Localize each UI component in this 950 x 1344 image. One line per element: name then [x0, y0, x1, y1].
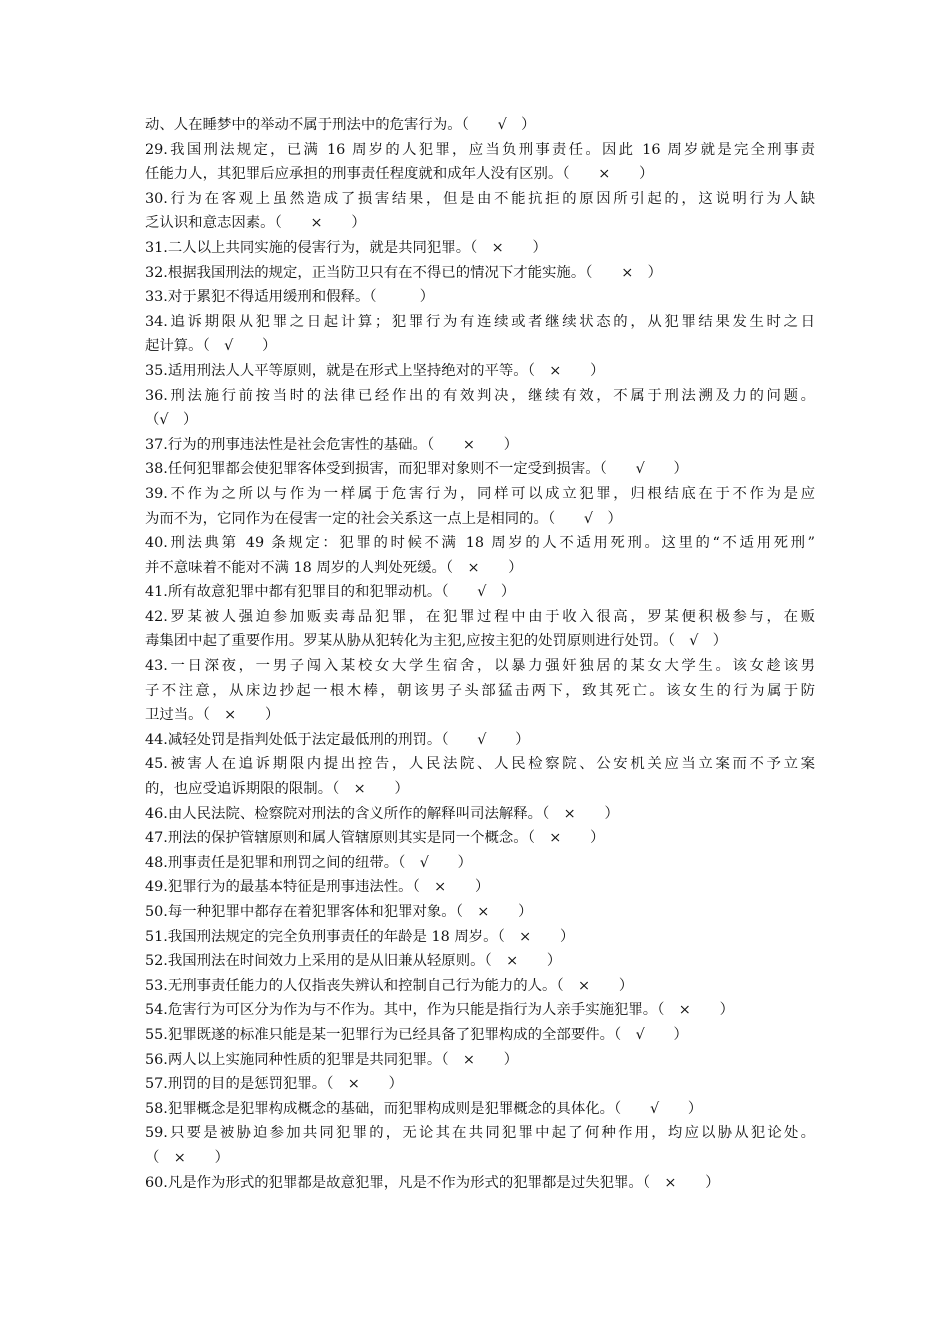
text-line: 56.两人以上实施同种性质的犯罪是共同犯罪。（ × ） — [145, 1051, 519, 1068]
text-line: 29.我国刑法规定，已满 16 周岁的人犯罪，应当负刑事责任。因此 16 周岁就是完全刑事责 — [145, 141, 815, 158]
text-line: （√ ） — [145, 412, 198, 429]
text-line: 55.犯罪既遂的标准只能是某一犯罪行为已经具备了犯罪构成的全部要件。（ √ ） — [145, 1026, 688, 1043]
text-line: 57.刑罚的目的是惩罚犯罪。（ × ） — [145, 1076, 403, 1093]
text-line: 58.犯罪概念是犯罪构成概念的基础，而犯罪构成则是犯罪概念的具体化。（ √ ） — [145, 1100, 703, 1117]
text-line: 31.二人以上共同实施的侵害行为，就是共同犯罪。（ × ） — [145, 239, 547, 256]
text-line: 并不意味着不能对不满 18 周岁的人判处死缓。（ × ） — [145, 559, 523, 576]
text-line: 32.根据我国刑法的规定，正当防卫只有在不得已的情况下才能实施。（ × ） — [145, 264, 663, 281]
text-line: 任能力人，其犯罪后应承担的刑事责任程度就和成年人没有区别。（ × ） — [145, 166, 654, 183]
text-line: 38.任何犯罪都会使犯罪客体受到损害，而犯罪对象则不一定受到损害。（ √ ） — [145, 461, 688, 478]
text-line: 40.刑法典第 49 条规定：犯罪的时候不满 18 周岁的人不适用死刑。这里的“不适用死刑” — [145, 535, 815, 552]
text-line: 35.适用刑法人人平等原则，就是在形式上坚持绝对的平等。（ × ） — [145, 362, 605, 379]
text-line: 51.我国刑法规定的完全负刑事责任的年龄是 18 周岁。（ × ） — [145, 928, 575, 945]
text-line: 39.不作为之所以与作为一样属于危害行为，同样可以成立犯罪，归根结底在于不作为是应 — [145, 485, 815, 502]
text-line: 33.对于累犯不得适用缓刑和假释。（ ） — [145, 289, 435, 306]
text-line: 34.追诉期限从犯罪之日起计算；犯罪行为有连续或者继续状态的，从犯罪结果发生时之日 — [145, 313, 815, 330]
text-line: 41.所有故意犯罪中都有犯罪目的和犯罪动机。（ √ ） — [145, 584, 516, 601]
text-line: 49.犯罪行为的最基本特征是刑事违法性。（ × ） — [145, 879, 490, 896]
text-line: 52.我国刑法在时间效力上采用的是从旧兼从轻原则。（ × ） — [145, 953, 562, 970]
text-line: 59.只要是被胁迫参加共同犯罪的，无论其在共同犯罪中起了何种作用，均应以胁从犯论处。 — [145, 1125, 815, 1142]
text-line: 43.一日深夜，一男子闯入某校女大学生宿舍，以暴力强奸独居的某女大学生。该女趁该男 — [145, 658, 815, 675]
text-line: 47.刑法的保护管辖原则和属人管辖原则其实是同一个概念。（ × ） — [145, 830, 605, 847]
text-line: 60.凡是作为形式的犯罪都是故意犯罪，凡是不作为形式的犯罪都是过失犯罪。（ × ） — [145, 1174, 720, 1191]
text-line: 50.每一种犯罪中都存在着犯罪客体和犯罪对象。（ × ） — [145, 904, 533, 920]
text-line: 36.刑法施行前按当时的法律已经作出的有效判决，继续有效，不属于刑法溯及力的问题。 — [145, 387, 815, 404]
text-line: 46.由人民法院、检察院对刑法的含义所作的解释叫司法解释。（ × ） — [145, 805, 619, 822]
text-line: 48.刑事责任是犯罪和刑罚之间的纽带。（ √ ） — [145, 854, 473, 871]
text-line: 37.行为的刑事违法性是社会危害性的基础。（ × ） — [145, 436, 519, 453]
text-line: 起计算。（ √ ） — [145, 338, 277, 355]
text-line: 动、人在睡梦中的举动不属于刑法中的危害行为。（ √ ） — [145, 117, 536, 133]
text-line: 54.危害行为可区分为作为与不作为。其中，作为只能是指行为人亲手实施犯罪。（ × ） — [145, 1002, 734, 1019]
text-line: 53.无刑事责任能力的人仅指丧失辨认和控制自己行为能力的人。（ × ） — [145, 977, 634, 994]
text-line: 42.罗某被人强迫参加贩卖毒品犯罪，在犯罪过程中由于收入很高，罗某便积极参与，在贩 — [145, 608, 815, 625]
text-line: 的，也应受追诉期限的限制。（ × ） — [145, 781, 409, 798]
text-line: 毒集团中起了重要作用。罗某从胁从犯转化为主犯,应按主犯的处罚原则进行处罚。（ √ ） — [145, 633, 728, 650]
text-line: 为而不为，它同作为在侵害一定的社会关系这一点上是相同的。（ √ ） — [145, 510, 622, 527]
text-line: 子不注意，从床边抄起一根木棒，朝该男子头部猛击两下，致其死亡。该女生的行为属于防 — [145, 682, 815, 699]
document-page — [145, 113, 815, 1195]
text-line: 30.行为在客观上虽然造成了损害结果，但是由不能抗拒的原因所引起的，这说明行为人缺 — [145, 190, 815, 207]
text-line: （ × ） — [145, 1149, 230, 1166]
text-line: 45.被害人在追诉期限内提出控告，人民法院、人民检察院、公安机关应当立案而不予立案 — [145, 756, 815, 773]
text-line: 卫过当。（ × ） — [145, 707, 280, 724]
text-line: 乏认识和意志因素。（ × ） — [145, 215, 366, 232]
text-line: 44.减轻处罚是指判处低于法定最低刑的刑罚。（ √ ） — [145, 731, 530, 748]
